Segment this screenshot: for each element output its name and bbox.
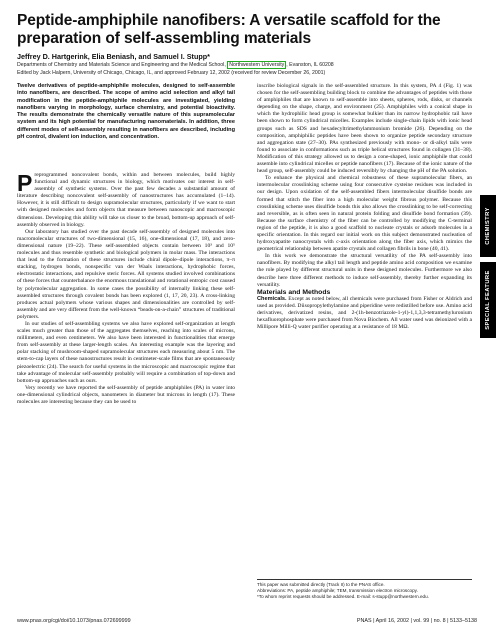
author-list: Jeffrey D. Hartgerink, Elia Beniash, and Samuel I. Stupp*	[17, 52, 210, 61]
affiliation	[17, 62, 477, 69]
journal-citation: PNAS | April 16, 2002 | vol. 99 | no. 8 | 5133–5138	[356, 618, 477, 624]
footnote-abbreviations: Abbreviations: PA, peptide amphiphile; TEM, transmission electron microscopy.	[257, 588, 418, 594]
footnotes	[257, 582, 477, 601]
affiliation-prefix: Departments of Chemistry and Materials Science and Engineering and the Medical School,	[17, 62, 228, 68]
section-heading-materials: Materials and Methods	[257, 288, 331, 296]
left-column	[17, 172, 235, 406]
intro-paragraph-2: Our laboratory has studied over the past decade self-assembly of designed molecules into macromolecular structures of two-dimensional (15, 16), one-dimensional (17, 18), and zero-dimensional nature (19–22). These self-assembled objects contain between 10³ and 10⁵ molecules and thus resemble synthetic and biological polymers in molar mass. The interactions that lead to the formation of these structures include chiral dipole–dipole interactions, π–π stacking, hydrogen bonds, nonspecific van der Waals interactions, hydrophobic forces, electrostatic interactions, and repulsive steric forces. All systems studied involved combinations of these forces that counterbalance the enormous translational and rotational entropic cost caused by polymolecular aggregation. In some cases the possibility of internally linking these self-assembled structures through covalent bonds has been explored (1, 17, 20, 23). A cross-linking produces actual polymers whose various shapes and dimensionalities are controlled by self-assembly and are very different from the well-known “beads-on-a-chain” structures of traditional polymers.	[17, 228, 235, 320]
right-paragraph-1: inscribe biological signals in the self-assembled structure. In this system, PA 4 (Fig. 1) was chosen for the self-assembling building block to combine the advantages of peptides with those of amphiphiles that are known to self-assemble into sheets, spheres, rods, disks, or channels depending on the shape, charge, and environment (25). Amphiphiles with a conical shape in which the hydrophilic head group is somewhat bulkier than its narrow hydrophobic tail have been shown to form cylindrical micelles. Examples include single-chain lipids with ionic head groups such as SDS and hexadecyltrimethylammonium bromide (26). Depending on the composition, amphiphilic peptides have been shown to organize peptide secondary structure and aggregation state (27–30). PAs synthesized previously with mono- or di-alkyl tails were found to associate in conformations such as triple helical structures found in collagen (31–38). Modification of this strategy allowed us to design a cone-shaped, ionic amphiphile that could assemble into cylindrical micelles or peptide nanofibers (17). Because of the ionic nature of the head group, self-assembly could be induced reversibly by changing the pH of the PA solution.	[257, 83, 472, 175]
footnote-rule	[257, 579, 472, 580]
side-tab-special-feature	[480, 262, 496, 338]
intro-paragraph-3: In our studies of self-assembling systems we also have explored self-organization at length scales much greater than those of the aggregates themselves, reaching into scales of microns, millimeters, and even centimeters. We also have been interested in functionalities that emerge from self-assembly at these larger-length scales. An interesting example was the layering and polar stacking of mushroom-shaped supramolecular structures each measuring about 5 nm. The stem-to-cap layers of these nanostructures result in centimeter-scale films that are spontaneously piezoelectric (24). The search for useful systems in the microscopic and macroscopic regime that take advantage of molecular self-assembly probably will require a combination of top-down and bottom-up approaches such as ours.	[17, 320, 235, 384]
doi-link[interactable]: www.pnas.org/cgi/doi/10.1073/pnas.072699999	[17, 618, 131, 624]
page-footer	[17, 618, 477, 624]
chemicals-label: Chemicals.	[257, 295, 287, 302]
intro-paragraph-1	[17, 172, 235, 229]
footnote-submission: This paper was submitted directly (Track II) to the PNAS office.	[257, 582, 385, 587]
right-paragraph-3: In this work we demonstrate the structural versatility of the PA self-assembly into nanofibers. By modifying the alkyl tail length and peptide amino acid composition we examine the role played by different structural units in these designed molecules. Furthermore we also describe here three different methods to induce self-assembly, thereby further expanding its versatility.	[257, 253, 472, 288]
article-title: Peptide-amphiphile nanofibers: A versatile scaffold for the preparation of self-assembling materials	[17, 12, 441, 47]
intro-paragraph-4: Very recently we have reported the self-assembly of peptide amphiphiles (PA) in water into one-dimensional cylindrical objects, nanometers in diameter but microns in length (17). These molecules are interesting because they can be used to	[17, 384, 235, 405]
side-tab-special-feature-label: SPECIAL FEATURE	[485, 270, 492, 330]
side-tab-chemistry-label: CHEMISTRY	[485, 207, 491, 245]
affiliation-university: Northwestern University	[229, 62, 285, 68]
edited-by-line: Edited by Jack Halpern, University of Chicago, Chicago, IL, and approved February 12, 2002 (received for review December 26, 2001)	[17, 70, 326, 76]
footnote-correspondence: *To whom reprint requests should be addressed. E-mail: s-stupp@northwestern.edu.	[257, 594, 429, 600]
right-column	[257, 83, 472, 331]
side-tab-chemistry	[480, 195, 496, 257]
intro-paragraph-1-text: reprogrammed noncovalent bonds, within and between molecules, build highly functional and dynamic structures in biology, which motivates our interest in self-assembly of synthetic systems. Over the past few decades a substantial amount of literature describing noncovalent self-assembly of nanostructures has accumulated (1–14). However, it is still difficult to design supramolecular structures, particularly if we want to start with designed molecules and form objects that measure between nanoscopic and macroscopic dimensions. Developing this ability will take us closer to the broad, bottom-up approach of self-assembly observed in biology.	[17, 172, 235, 228]
affiliation-suffix: , Evanston, IL 60208	[286, 62, 334, 68]
drop-cap: P	[17, 170, 33, 196]
chemicals-text: Except as noted below, all chemicals were purchased from Fisher or Aldrich and used as provided. Diisopropylethylamine and piperidine were redistilled before use. Amino acid derivatives, derivatized resins, and 2-(1h-benzotriazole-1-yl)-1,1,3,3-tetramethyluronium hexafluorophosphate were purchased from Nova Biochem. All water used was deionized with a Millipore Milli-Q water purifier operating at a resistance of 18 MΩ.	[257, 295, 472, 331]
chemicals-paragraph	[257, 296, 472, 331]
right-paragraph-2: To enhance the physical and chemical robustness of these supramolecular fibers, an intermolecular crosslinking scheme using four consecutive cysteine residues was included in our design. Upon oxidation of the self-assembled fibers intermolecular disulfide bonds are formed that stitch the fiber into a high molecular weight fibrous polymer. Because this crosslinking scheme uses disulfide bonds this also allows the crosslinking to be self-correcting and reversible, as is often seen in natural protein folding and disulfide bond formation (39). Because the surface chemistry of the fiber can be controlled by modifying the C-terminal region of the peptide, it is also a good scaffold to nucleate crystals or adsorb molecules in a specific orientation. In this regard our initial work on this subject demonstrated nucleation of hydroxyapatite nanocrystals with c-axis orientation along the fiber axis, which mimics the geometrical relationship between apatite crystals and collagen fibrils in bone (40, 41).	[257, 175, 472, 253]
abstract: Twelve derivatives of peptide-amphiphile molecules, designed to self-assemble into nanofibers, are described. The scope of amino acid selection and alkyl tail modification in the peptide-amphiphile molecules are investigated, yielding nanofibers varying in morphology, surface chemistry, and potential bioactivity. The results demonstrate the chemically versatile nature of this supramolecular system and its high potential for manufacturing nanomaterials. In addition, three different modes of self-assembly resulting in nanofibers are described, including pH control, divalent ion induction, and concentration.	[17, 83, 235, 141]
